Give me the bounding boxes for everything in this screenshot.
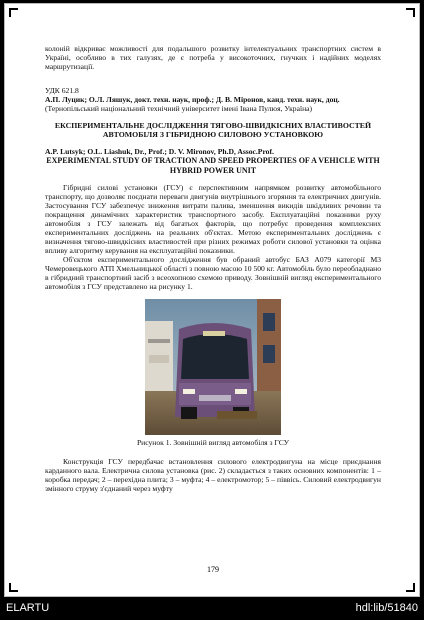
- affiliation: (Тернопільський національний технічний університет імені Івана Пулюя, Україна): [45, 104, 313, 113]
- intro-paragraph: колоній відкриває можливості для подальшого розвитку інтелектуальних транспортних систем в Україні, особливо в тих галузях, де є потреба у високоточних, гнучких і надійних моделях маршрутизації.: [45, 44, 381, 71]
- authors-en: A.P. Lutsyk; O.L. Liashuk, Dr., Prof.; D. V. Mironov, Ph.D, Assoc.Prof.: [45, 147, 274, 156]
- document-page: [4, 3, 420, 597]
- title-en: EXPERIMENTAL STUDY OF TRACTION AND SPEED PROPERTIES OF A VEHICLE WITH HYBRID POWER UNIT: [46, 156, 380, 175]
- handle-id: hdl:lib/51840: [355, 602, 418, 614]
- repository-footer: [0, 598, 424, 620]
- paragraph-2: Об'єктом експериментального дослідження був обраний автобус БАЗ А079 категорії М3 Чемеровецького АТП Хмельницької області з повною масою 10 500 кг. Автомобіль було переобладнано в гібридний транспортний засіб з всеохопною схемою приводу. Зовнішній вигляд експериментального автомобіля з ГСУ представлено на рисунку 1.: [45, 255, 381, 291]
- crop-mark-bottom-right: [406, 583, 415, 592]
- figure-caption: Рисунок 1. Зовнішній вигляд автомобіля з ГСУ: [136, 438, 290, 447]
- bus-photo: [145, 299, 281, 435]
- paragraph-3: Конструкція ГСУ передбачає встановлення силового електродвигуна на місце приєднання карданного вала. Електрична силова установка (рис. 2) складається з таких основних компонентів: 1 – коробка передач; 2 – перехідна плита; 3 – муфта; 4 – електромотор; 5 – піввісь. Силовий електродвигун змінного струму з'єднаний через муфту: [45, 457, 381, 493]
- authors-ua: А.П. Луцик; О.Л. Ляшук, докт. техн. наук, проф.; Д. В. Міронов, канд. техн. наук, доц.: [45, 95, 340, 104]
- title-ua: ЕКСПЕРИМЕНТАЛЬНЕ ДОСЛІДЖЕННЯ ТЯГОВО-ШВИДКІСНИХ ВЛАСТИВОСТЕЙ АВТОМОБІЛЯ З ГІБРИДНОЮ СИЛОВОЮ УСТАНОВКОЮ: [54, 121, 372, 139]
- crop-mark-top-left: [9, 8, 18, 17]
- udc-code: УДК 621.8: [45, 86, 79, 95]
- crop-mark-top-right: [406, 8, 415, 17]
- page-number: 179: [207, 565, 219, 574]
- repository-name: ELARTU: [6, 602, 50, 614]
- page-content: [45, 44, 381, 493]
- crop-mark-bottom-left: [9, 583, 18, 592]
- paragraph-1: Гібридні силові установки (ГСУ) є перспективним напрямком розвитку автомобільного транспорту, що дозволяє поєднати переваги двигунів внутрішнього згоряння та електричних двигунів. Застосування ГСУ забезпечує зниження витрати палива, зменшення викидів шкідливих речовин та покращення динамічних характеристик транспортного засобу. Експлуатаційні показники руху автомобіля з ГСУ залежать від багатьох факторів, що потребує проведення комплексних експериментальних досліджень на реальних об'єктах. Метою експериментальних досліджень є визначення тягово-швидкісних властивостей при різних режимах роботи силової установки та оцінка впливу алгоритму керування на експлуатаційні показники.: [45, 183, 381, 255]
- bus-photo-illustration: [145, 299, 281, 435]
